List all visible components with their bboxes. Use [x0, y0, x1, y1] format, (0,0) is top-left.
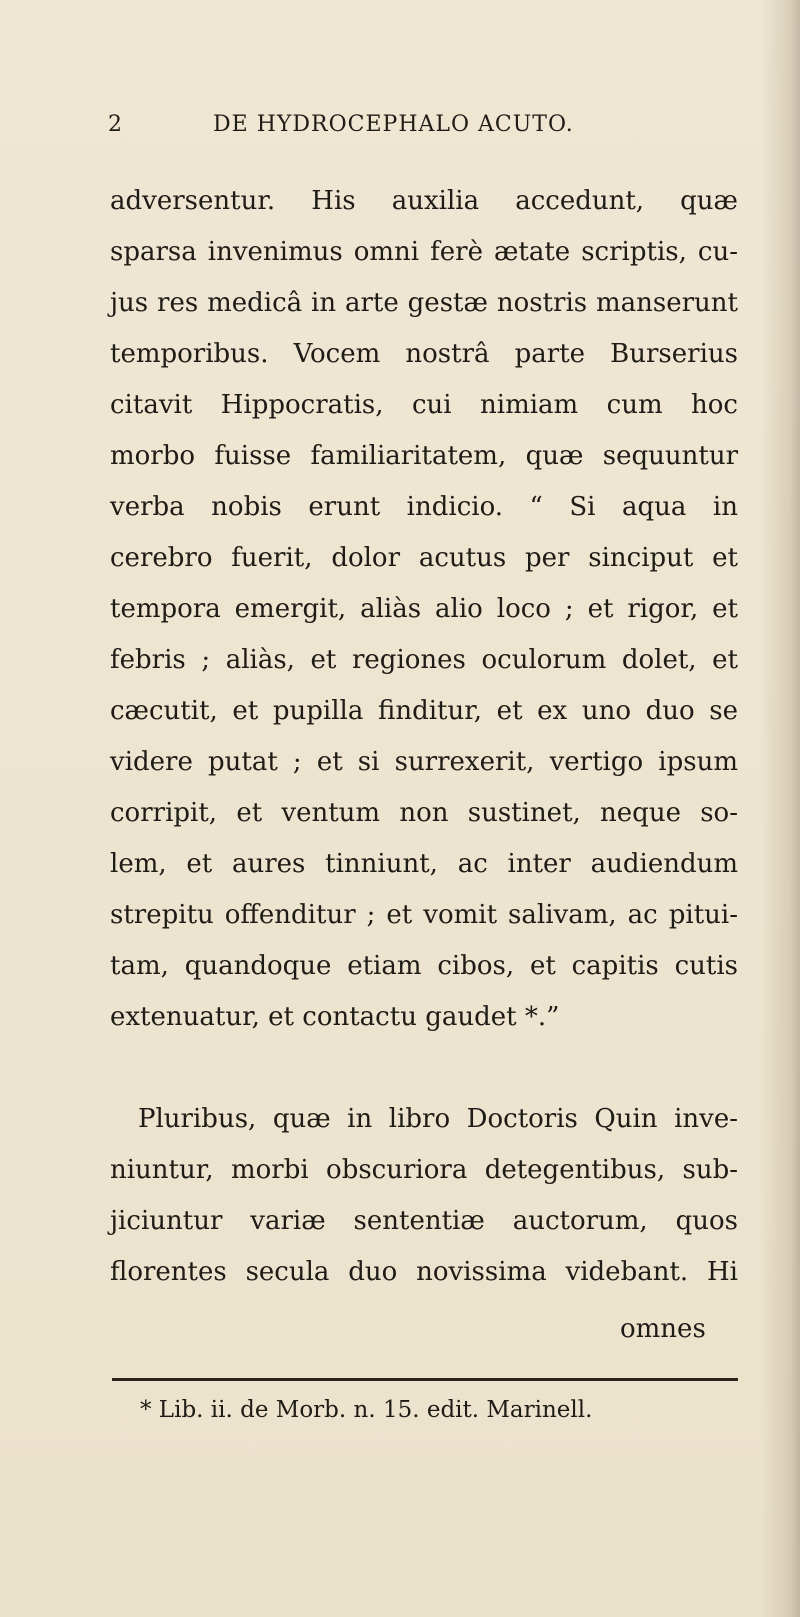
text-line: cerebro fuerit, dolor acutus per sinciput et — [110, 543, 738, 573]
text-line: tam, quandoque etiam cibos, et capitis cutis — [110, 951, 738, 981]
paragraph-gap — [110, 1043, 738, 1094]
footnote-divider — [112, 1378, 738, 1381]
text-line: febris ; aliàs, et regiones oculorum dolet, et — [110, 645, 738, 675]
text-line: temporibus. Vocem nostrâ parte Burserius — [110, 339, 738, 369]
text-line: morbo fuisse familiaritatem, quæ sequuntur — [110, 441, 738, 471]
text-line: adversentur. His auxilia accedunt, quæ — [110, 186, 738, 216]
text-line: lem, et aures tinniunt, ac inter audiendum — [110, 849, 738, 879]
text-line: citavit Hippocratis, cui nimiam cum hoc — [110, 390, 738, 420]
text-line: cæcutit, et pupilla finditur, et ex uno duo se — [110, 696, 738, 726]
text-line: jiciuntur variæ sententiæ auctorum, quos — [110, 1206, 738, 1236]
body-text — [110, 176, 738, 1298]
running-title: DE HYDROCEPHALO ACUTO. — [213, 112, 574, 137]
text-line: strepitu offenditur ; et vomit salivam, ac pitui- — [110, 900, 738, 930]
text-line: tempora emergit, aliàs alio loco ; et rigor, et — [110, 594, 738, 624]
page-header — [108, 112, 736, 152]
text-line: niuntur, morbi obscuriora detegentibus, sub- — [110, 1155, 738, 1185]
catchword: omnes — [620, 1314, 706, 1344]
text-line: corripit, et ventum non sustinet, neque so- — [110, 798, 738, 828]
text-line: videre putat ; et si surrexerit, vertigo ipsum — [110, 747, 738, 777]
text-line: sparsa invenimus omni ferè ætate scriptis, cu- — [110, 237, 738, 267]
text-line: florentes secula duo novissima videbant. Hi — [110, 1257, 738, 1287]
text-line: jus res medicâ in arte gestæ nostris manserunt — [110, 288, 738, 318]
text-line: extenuatur, et contactu gaudet *.” — [110, 1002, 560, 1032]
text-line: verba nobis erunt indicio. “ Si aqua in — [110, 492, 738, 522]
text-line: Pluribus, quæ in libro Doctoris Quin inve- — [138, 1104, 738, 1134]
page-number: 2 — [108, 112, 123, 137]
footnote: * Lib. ii. de Morb. n. 15. edit. Marinell. — [140, 1397, 593, 1423]
